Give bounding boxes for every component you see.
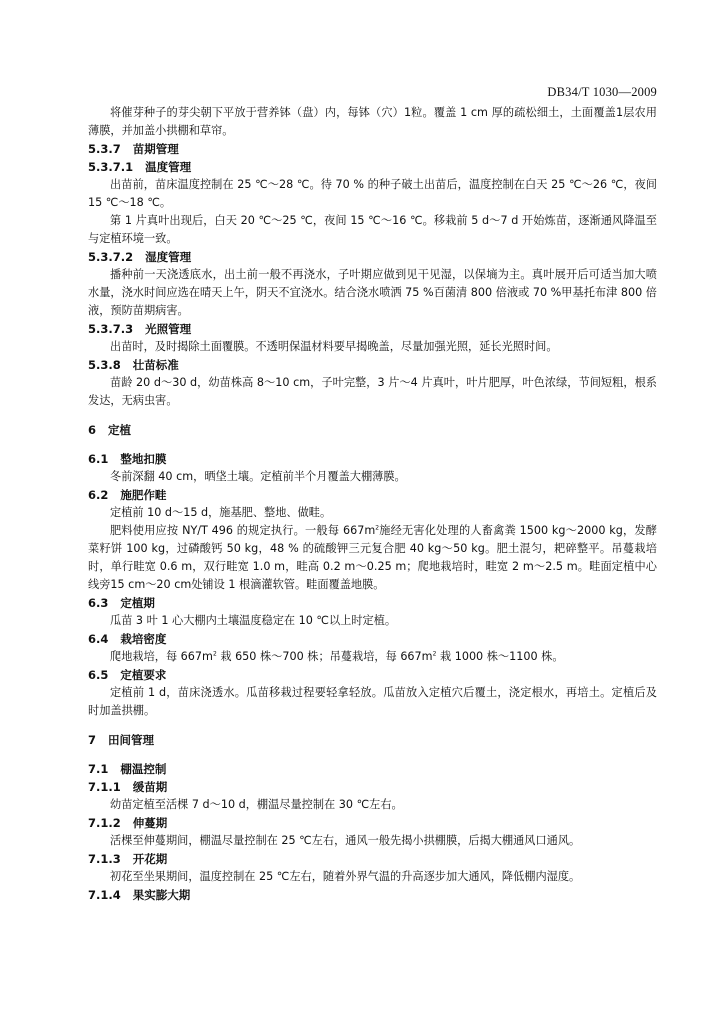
paragraph: 第 1 片真叶出现后，白天 20 ℃～25 ℃，夜间 15 ℃～16 ℃。移栽前 5 d～7 d 开始炼苗，逐渐通风降温至与定植环境一致。 (88, 214, 657, 245)
section-heading (88, 450, 657, 468)
paragraph: 活棵至伸蔓期间，棚温尽量控制在 25 ℃左右，通风一般先揭小拱棚膜，后揭大棚通风口通风。 (110, 834, 581, 847)
heading-title: 湿度管理 (145, 250, 192, 264)
heading-number: 6 (88, 423, 97, 437)
heading-number: 7 (88, 733, 97, 747)
heading-title: 缓苗期 (132, 780, 168, 794)
heading-number: 5.3.7.2 (88, 250, 134, 264)
heading-title: 光照管理 (145, 322, 192, 336)
document-body (88, 104, 657, 904)
section-heading (88, 778, 657, 796)
heading-number: 5.3.7 (88, 142, 121, 156)
section-heading (88, 630, 657, 648)
heading-title: 田间管理 (108, 733, 155, 747)
heading-number: 7.1 (88, 762, 109, 776)
section-heading (88, 158, 657, 176)
paragraph: 播种前一天浇透底水，出土前一般不再浇水，子叶期应做到见干见湿，以保墒为主。真叶展开后可适当加大喷水量，浇水时间应选在晴天上午，阴天不宜浇水。结合浇水喷洒 75 %百菌清 800 倍液或 70 %甲基托布津 800 倍液，预防苗期病害。 (88, 268, 657, 317)
heading-number: 5.3.7.3 (88, 322, 134, 336)
section-heading (88, 886, 657, 904)
heading-title: 温度管理 (145, 160, 192, 174)
paragraph: 出苗前，苗床温度控制在 25 ℃～28 ℃。待 70 % 的种子破土出苗后，温度控制在白天 25 ℃～26 ℃，夜间 15 ℃～18 ℃。 (88, 178, 657, 209)
section-heading (88, 140, 657, 158)
section-heading (88, 850, 657, 868)
heading-title: 定植要求 (120, 668, 167, 682)
heading-number: 6.2 (88, 488, 109, 502)
heading-title: 施肥作畦 (120, 488, 167, 502)
heading-title: 开花期 (132, 852, 168, 866)
heading-title: 整地扣膜 (120, 452, 167, 466)
section-heading (88, 760, 657, 778)
heading-number: 6.5 (88, 668, 109, 682)
paragraph: 冬前深翻 40 cm，晒垡土壤。定植前半个月覆盖大棚薄膜。 (110, 470, 406, 483)
heading-title: 壮苗标准 (132, 358, 179, 372)
section-heading (88, 248, 657, 266)
heading-number: 7.1.4 (88, 888, 121, 902)
heading-number: 7.1.2 (88, 816, 121, 830)
heading-number: 6.1 (88, 452, 109, 466)
paragraph: 定植前 1 d，苗床浇透水。瓜苗移栽过程要轻拿轻放。瓜苗放入定植穴后覆土，浇定根水，再培土。定植后及时加盖拱棚。 (88, 686, 657, 717)
heading-number: 5.3.8 (88, 358, 121, 372)
section-heading (88, 486, 657, 504)
paragraph: 出苗时，及时揭除土面覆膜。不透明保温材料要早揭晚盖，尽量加强光照，延长光照时间。 (110, 340, 558, 353)
paragraph: 将催芽种子的芽尖朝下平放于营养钵（盘）内，每钵（穴）1粒。覆盖 1 cm 厚的疏松细土，土面覆盖1层农用薄膜，并加盖小拱棚和草帘。 (88, 106, 657, 137)
heading-number: 5.3.7.1 (88, 160, 134, 174)
heading-number: 6.3 (88, 596, 109, 610)
heading-title: 苗期管理 (132, 142, 179, 156)
paragraph: 肥料使用应按 NY/T 496 的规定执行。一般每 $667m^2$施经无害化处理的人畜禽粪 1500 kg～2000 kg，发酵菜籽饼 100 kg，过磷酸钙 50 kg，48 % 的硫酸钾三元复合肥 40 kg～50 kg。肥土混匀，耙碎整平。吊蔓栽培时，单行畦宽 0.6 m，双行畦宽 1.0 m，畦高 0.2 m～0.25 m；爬地栽培时，畦宽 2 m～2.5 m。畦面定植中心线旁15 cm～20 cm处铺设 1 根滴灌软管。畦面覆盖地膜。 (88, 524, 657, 591)
heading-title: 果实膨大期 (132, 888, 191, 902)
paragraph: 初花至坐果期间，温度控制在 25 ℃左右，随着外界气温的升高逐步加大通风，降低棚内湿度。 (110, 870, 581, 883)
chapter-heading (88, 731, 657, 749)
section-heading (88, 320, 657, 338)
section-heading (88, 356, 657, 374)
heading-number: 7.1.3 (88, 852, 121, 866)
heading-title: 伸蔓期 (132, 816, 168, 830)
paragraph: 爬地栽培，每 $667m^2$ 栽 650 株～700 株；吊蔓栽培，每 $667m^2$ 栽 1000 株～1100 株。 (110, 650, 564, 663)
heading-title: 栽培密度 (120, 632, 167, 646)
paragraph: 苗龄 20 d～30 d，幼苗株高 8～10 cm，子叶完整，3 片～4 片真叶，叶片肥厚，叶色浓绿，节间短粗，根系发达，无病虫害。 (88, 376, 657, 407)
heading-number: 7.1.1 (88, 780, 121, 794)
paragraph: 瓜苗 3 叶 1 心大棚内土壤温度稳定在 10 ℃以上时定植。 (110, 614, 397, 627)
heading-number: 6.4 (88, 632, 109, 646)
section-heading (88, 594, 657, 612)
section-heading (88, 814, 657, 832)
heading-title: 定植期 (120, 596, 155, 610)
section-heading (88, 666, 657, 684)
document-code: DB34/T 1030—2009 (547, 85, 657, 99)
chapter-heading (88, 421, 657, 439)
paragraph: 定植前 10 d～15 d，施基肥、整地、做畦。 (110, 506, 332, 519)
heading-title: 定植 (108, 423, 132, 437)
paragraph: 幼苗定植至活棵 7 d～10 d，棚温尽量控制在 30 ℃左右。 (110, 798, 403, 811)
heading-title: 棚温控制 (120, 762, 167, 776)
